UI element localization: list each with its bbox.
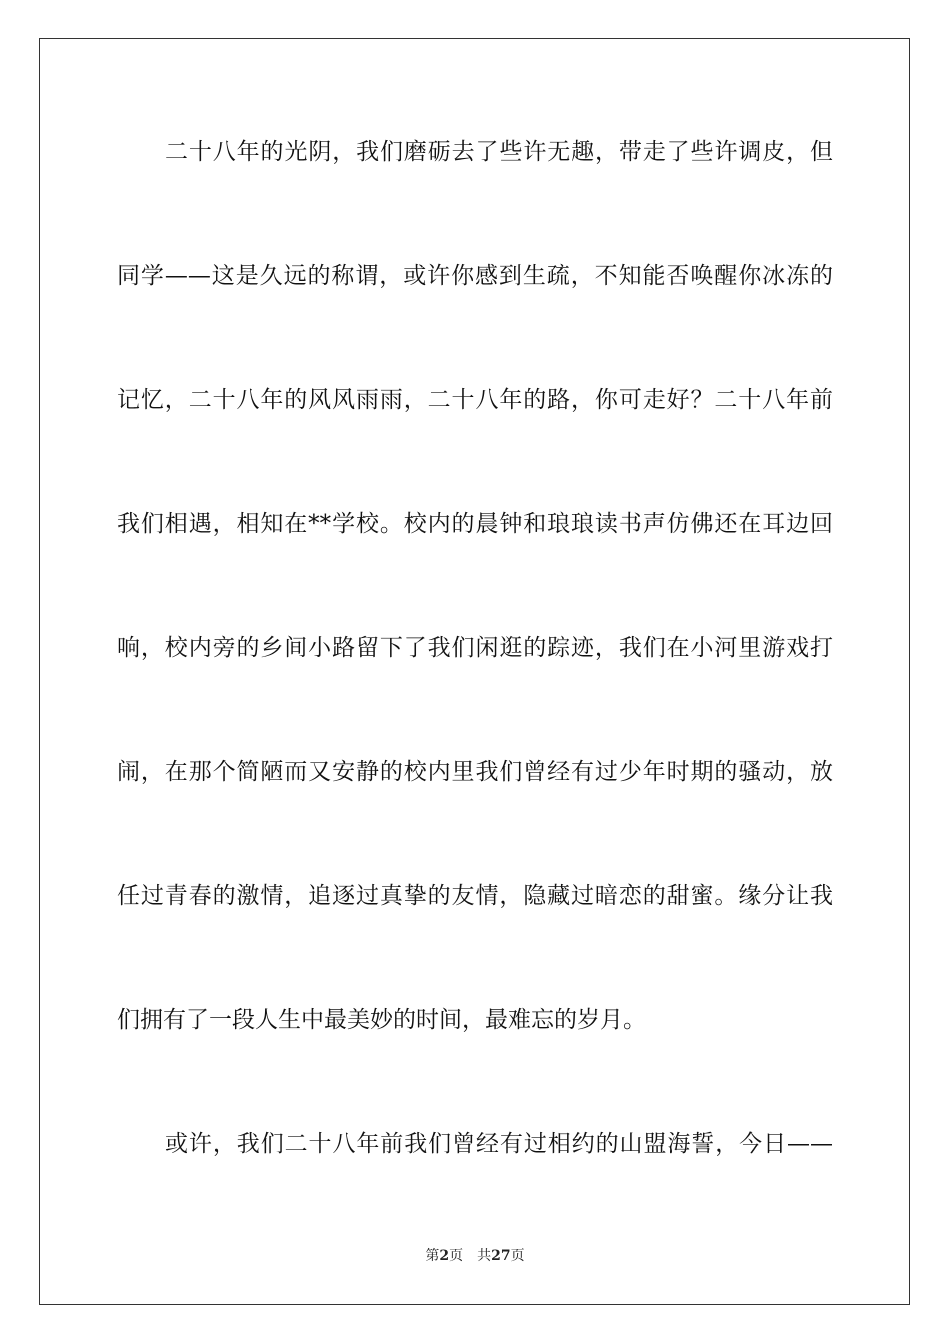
page-number: 2 [439, 1248, 450, 1264]
paragraph-2-line-1: 或许，我们二十八年前我们曾经有过相约的山盟海誓，今日—— [165, 1131, 833, 1157]
paragraph-1-line-4: 我们相遇，相知在**学校。校内的晨钟和琅琅读书声仿佛还在耳边回 [117, 511, 833, 537]
paragraph-1-line-7: 任过青春的激情，追逐过真挚的友情，隐藏过暗恋的甜蜜。缘分让我 [117, 883, 833, 909]
page-prefix: 第 [425, 1248, 440, 1264]
paragraph-1-line-5: 响，校内旁的乡间小路留下了我们闲逛的踪迹，我们在小河里游戏打 [117, 635, 833, 661]
page-footer [0, 1247, 950, 1265]
total-pages: 27 [491, 1248, 511, 1264]
paragraph-1-line-8: 们拥有了一段人生中最美妙的时间，最难忘的岁月。 [117, 1007, 646, 1033]
paragraph-1-line-3: 记忆，二十八年的风风雨雨，二十八年的路，你可走好？二十八年前 [117, 387, 833, 413]
paragraph-1-line-6: 闹，在那个简陋而又安静的校内里我们曾经有过少年时期的骚动，放 [117, 759, 833, 785]
total-prefix: 共 [477, 1248, 492, 1264]
paragraph-1-line-2: 同学——这是久远的称谓，或许你感到生疏，不知能否唤醒你冰冻的 [117, 263, 833, 289]
page-border [39, 38, 910, 1305]
paragraph-1-line-1: 二十八年的光阴，我们磨砺去了些许无趣，带走了些许调皮，但 [165, 139, 833, 165]
page-suffix: 页 [449, 1248, 464, 1264]
total-suffix: 页 [510, 1248, 525, 1264]
